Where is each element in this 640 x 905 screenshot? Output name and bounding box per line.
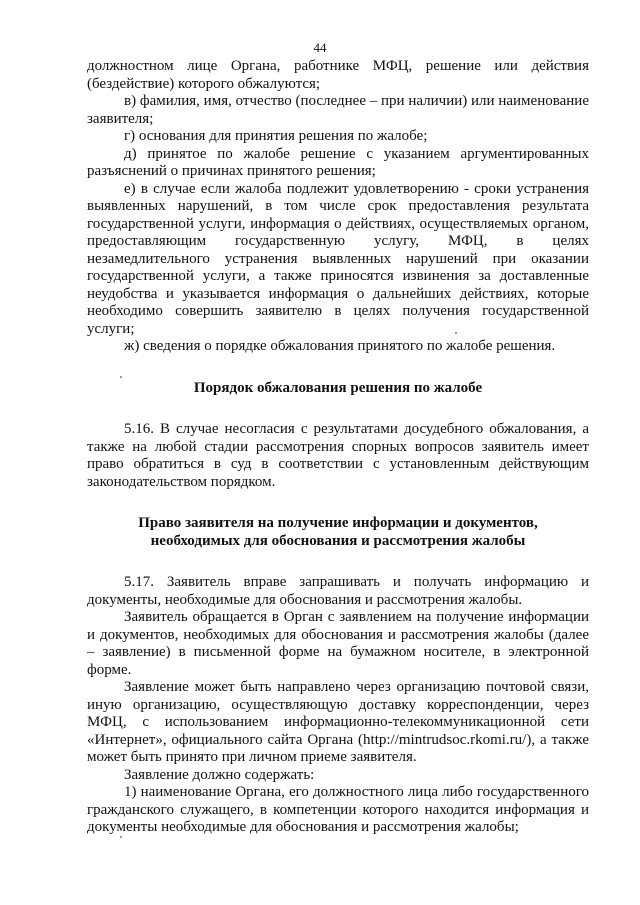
paragraph-item-d: д) принятое по жалобе решение с указанием аргументированных разъяснений о причинах принятого решения;: [87, 145, 589, 179]
paragraph-item-zh: ж) сведения о порядке обжалования принятого по жалобе решения.: [124, 338, 556, 354]
document-body: [87, 58, 589, 837]
scan-speck: [120, 836, 122, 838]
section-heading-rights-line2: необходимых для обоснования и рассмотрения жалобы: [150, 532, 526, 549]
paragraph-5-16: 5.16. В случае несогласия с результатами досудебного обжалования, а также на любой стадии рассмотрения спорных вопросов заявитель имеет право обратиться в суд в соответствии с установленным действующим законодательством порядком.: [87, 421, 589, 490]
paragraph-submission: Заявление может быть направлено через организацию почтовой связи, иную организацию, осуществляющую доставку корреспонденции, через МФЦ, с использованием информационно-телекоммуникационной сети «Интернет», официального сайта Органа (http://mintrudsoc.rkomi.ru/), а также может быть принято при личном приеме заявителя.: [87, 679, 589, 765]
section-heading-appeal: Порядок обжалования решения по жалобе: [193, 379, 483, 396]
paragraph-contents: Заявление должно содержать:: [124, 766, 315, 783]
paragraph-5-17: 5.17. Заявитель вправе запрашивать и получать информацию и документы, необходимые для обоснования и рассмотрения жалобы.: [87, 574, 589, 608]
paragraph-item-e: е) в случае если жалоба подлежит удовлетворению - сроки устранения выявленных нарушений, в том числе срок предоставления результата государственной услуги, информация о действиях, осуществляемых органом, предоставляющим государственную услугу, МФЦ, в целях незамедлительного устранения выявленных нарушений при оказании государственной услуги, а также приносятся извинения за доставленные неудобства и указывается информация о дальнейших действиях, которые необходимо совершить заявителю в целях получения государственной услуги;: [87, 180, 589, 337]
paragraph-continuation: должностном лице Органа, работнике МФЦ, решение или действия (бездействие) которого обжалуются;: [87, 58, 589, 92]
section-heading-rights-line1: Право заявителя на получение информации и документов,: [138, 515, 538, 531]
page-number: 44: [313, 40, 327, 55]
scan-speck: [120, 376, 122, 378]
paragraph-item-v: в) фамилия, имя, отчество (последнее – при наличии) или наименование заявителя;: [87, 93, 589, 127]
scan-speck: [455, 332, 457, 334]
paragraph-application: Заявитель обращается в Орган с заявлением на получение информации и документов, необходимых для обоснования и рассмотрения жалобы (далее – заявление) в письменной форме на бумажном носителе, в электронной форме.: [87, 609, 589, 678]
paragraph-item-1: 1) наименование Органа, его должностного лица либо государственного гражданского служащего, в компетенции которого находится информация и документы необходимые для обоснования и рассмотрения жалобы;: [87, 784, 589, 835]
paragraph-item-g: г) основания для принятия решения по жалобе;: [124, 128, 428, 144]
